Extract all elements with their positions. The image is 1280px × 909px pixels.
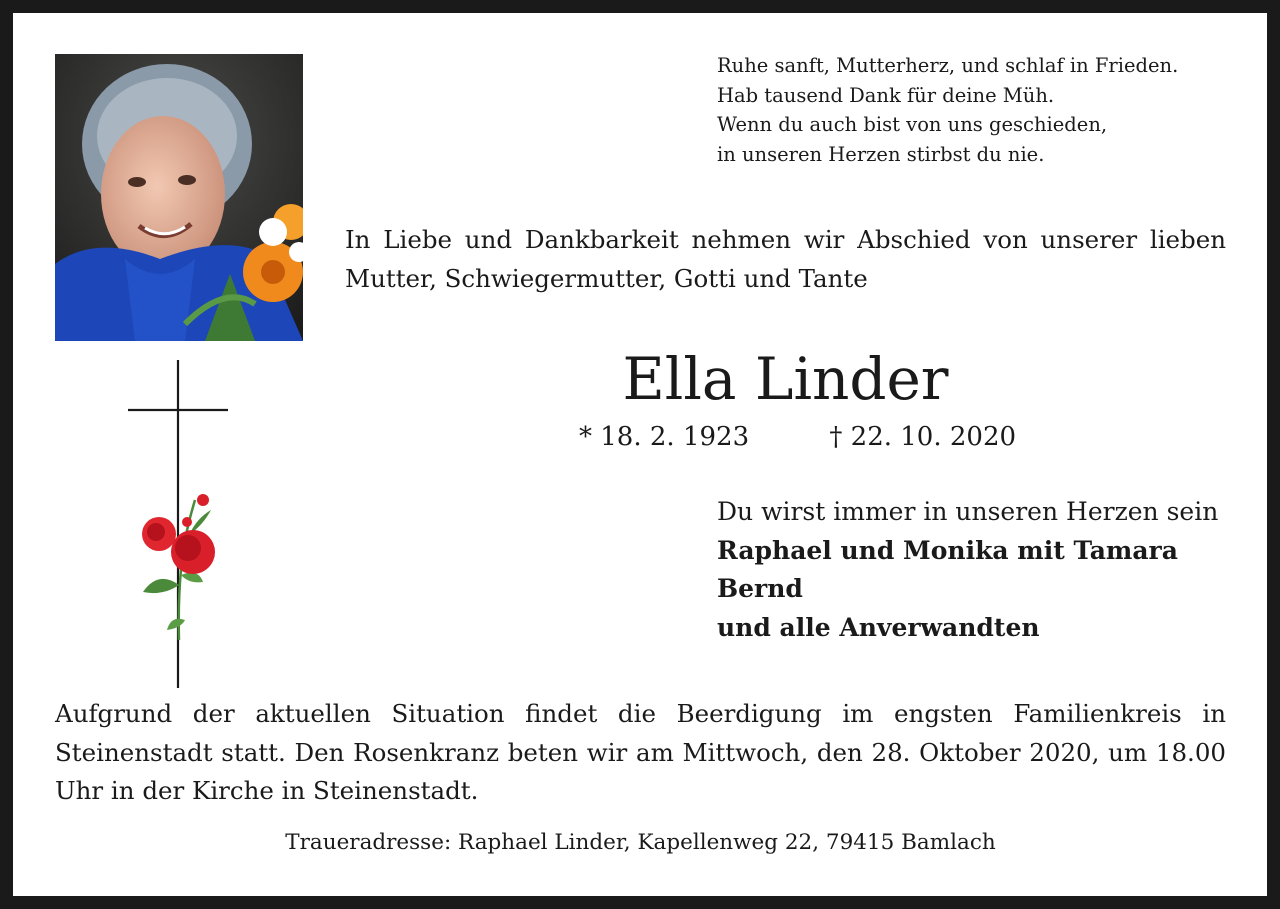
birth-date: * 18. 2. 1923 (579, 422, 750, 452)
cross-with-rose (123, 360, 243, 690)
closing-line: Du wirst immer in unseren Herzen sein (717, 497, 1219, 526)
mourners (717, 493, 1218, 647)
mourner-name: Bernd (717, 574, 803, 603)
poem-line: in unseren Herzen stirbst du nie. (717, 142, 1045, 166)
poem-line: Wenn du auch bist von uns geschieden, (717, 113, 1108, 136)
life-dates (579, 421, 1016, 453)
mourner-name: Raphael und Monika mit Tamara (717, 535, 1178, 565)
mourner-name: und alle Anverwandten (717, 612, 1040, 642)
portrait-photo (55, 54, 303, 341)
funeral-notice: Aufgrund der aktuellen Situation findet die Beerdigung im engsten Familienkreis in Steinenstadt statt. Den Rosenkranz beten wir am Mittwoch, den 28. Oktober 2020, um 18.00 Uhr in der Kirche in Steinenstadt. (55, 699, 1226, 805)
deceased-name: Ella Linder (622, 345, 949, 413)
obituary-card (13, 13, 1267, 896)
poem-line: Hab tausend Dank für deine Müh. (717, 83, 1055, 107)
poem-line: Ruhe sanft, Mutterherz, und schlaf in Frieden. (717, 54, 1179, 77)
portrait-image (55, 54, 303, 341)
cross-icon (123, 360, 243, 690)
poem (717, 51, 1178, 169)
mourning-address: Traueradresse: Raphael Linder, Kapellenweg 22, 79415 Bamlach (285, 830, 996, 855)
intro-text: In Liebe und Dankbarkeit nehmen wir Abschied von unserer lieben Mutter, Schwiegermutter, Gotti und Tante (345, 225, 1226, 293)
death-date: † 22. 10. 2020 (829, 422, 1017, 452)
